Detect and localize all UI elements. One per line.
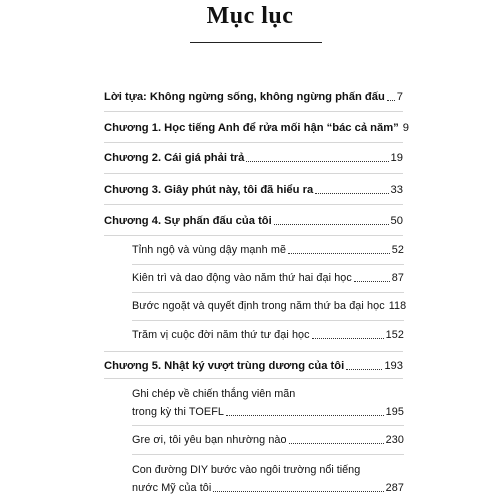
toc-entry-page: 193 <box>384 360 403 372</box>
toc-entry-chapter-5[interactable] <box>104 359 403 373</box>
toc-entry-chapter-3[interactable] <box>104 183 403 197</box>
toc-entry-page: 118 <box>388 300 407 312</box>
toc-entry-page: 9 <box>402 122 410 134</box>
toc-entry-label: Trăm vị cuộc đời năm thứ tư đại học <box>132 329 310 341</box>
toc-entry-section[interactable] <box>132 481 404 495</box>
toc-entry-page: 230 <box>385 434 404 446</box>
divider <box>104 142 403 143</box>
toc-entry-label: Chương 1. Học tiếng Anh để rửa mối hận “bác cả năm” <box>104 122 399 134</box>
dot-leader <box>226 413 384 416</box>
divider <box>132 264 404 265</box>
toc-entry-label: Chương 4. Sự phấn đấu của tôi <box>104 215 272 227</box>
toc-entry-label: trong kỳ thi TOEFL <box>132 406 225 418</box>
toc-entry-section[interactable] <box>132 299 407 313</box>
divider <box>104 351 403 352</box>
dot-leader <box>274 222 389 225</box>
dot-leader <box>387 98 395 101</box>
toc-entry-label-line1: Con đường DIY bước vào ngôi trường nổi tiếng <box>132 464 361 476</box>
toc-entry-page: 195 <box>385 406 404 418</box>
divider <box>104 111 403 112</box>
toc-entry-page: 19 <box>390 152 403 164</box>
toc-entry-chapter-2[interactable] <box>104 151 403 165</box>
toc-entry-page: 152 <box>385 329 404 341</box>
divider <box>132 454 404 455</box>
toc-entry-section[interactable] <box>132 328 404 342</box>
divider <box>104 378 403 379</box>
toc-entry-label: Chương 2. Cái giá phải trả <box>104 152 245 164</box>
toc-entry-page: 7 <box>396 91 403 103</box>
toc-entry-section[interactable] <box>132 405 404 419</box>
toc-entry-label: Lời tựa: Không ngừng sống, không ngừng phấn đấu <box>104 91 385 103</box>
divider <box>104 173 403 174</box>
dot-leader <box>346 367 382 370</box>
toc-entry-page: 287 <box>385 482 404 494</box>
dot-leader <box>312 336 384 339</box>
toc-entry-chapter-1[interactable] <box>104 121 410 135</box>
divider <box>132 425 404 426</box>
divider <box>132 292 404 293</box>
toc-entry-section[interactable] <box>132 243 404 257</box>
dot-leader <box>354 279 390 282</box>
dot-leader <box>213 489 383 492</box>
dot-leader <box>289 441 384 444</box>
toc-entry-chapter-4[interactable] <box>104 214 403 228</box>
page-title: Mục lục <box>206 3 294 29</box>
divider <box>132 320 404 321</box>
toc-entry-label: Gre ơi, tôi yêu bạn nhường nào <box>132 434 287 446</box>
toc-entry-label: Kiên trì và dao động vào năm thứ hai đại học <box>132 272 352 284</box>
toc-entry-page: 50 <box>390 215 403 227</box>
dot-leader <box>315 191 388 194</box>
toc-entry-label: nước Mỹ của tôi <box>132 482 212 494</box>
toc-entry-label: Chương 5. Nhật ký vượt trùng dương của tôi <box>104 360 345 372</box>
toc-entry-page: 33 <box>390 184 403 196</box>
toc-entry-page: 52 <box>391 244 404 256</box>
toc-entry-preface[interactable] <box>104 90 403 104</box>
dot-leader <box>288 251 390 254</box>
toc-entry-section[interactable] <box>132 271 404 285</box>
toc-entry-label: Tỉnh ngộ và vùng dậy mạnh mẽ <box>132 244 287 256</box>
divider <box>104 204 403 205</box>
toc-entry-page: 87 <box>391 272 404 284</box>
toc-entry-label-line1: Ghi chép về chiến thắng viên mãn <box>132 388 296 400</box>
dot-leader <box>246 159 388 162</box>
toc-entry-label: Bước ngoặt và quyết định trong năm thứ ba đại học <box>132 300 385 312</box>
divider <box>104 235 403 236</box>
toc-entry-label: Chương 3. Giây phút này, tôi đã hiểu ra <box>104 184 314 196</box>
toc-entry-section[interactable] <box>132 433 404 447</box>
